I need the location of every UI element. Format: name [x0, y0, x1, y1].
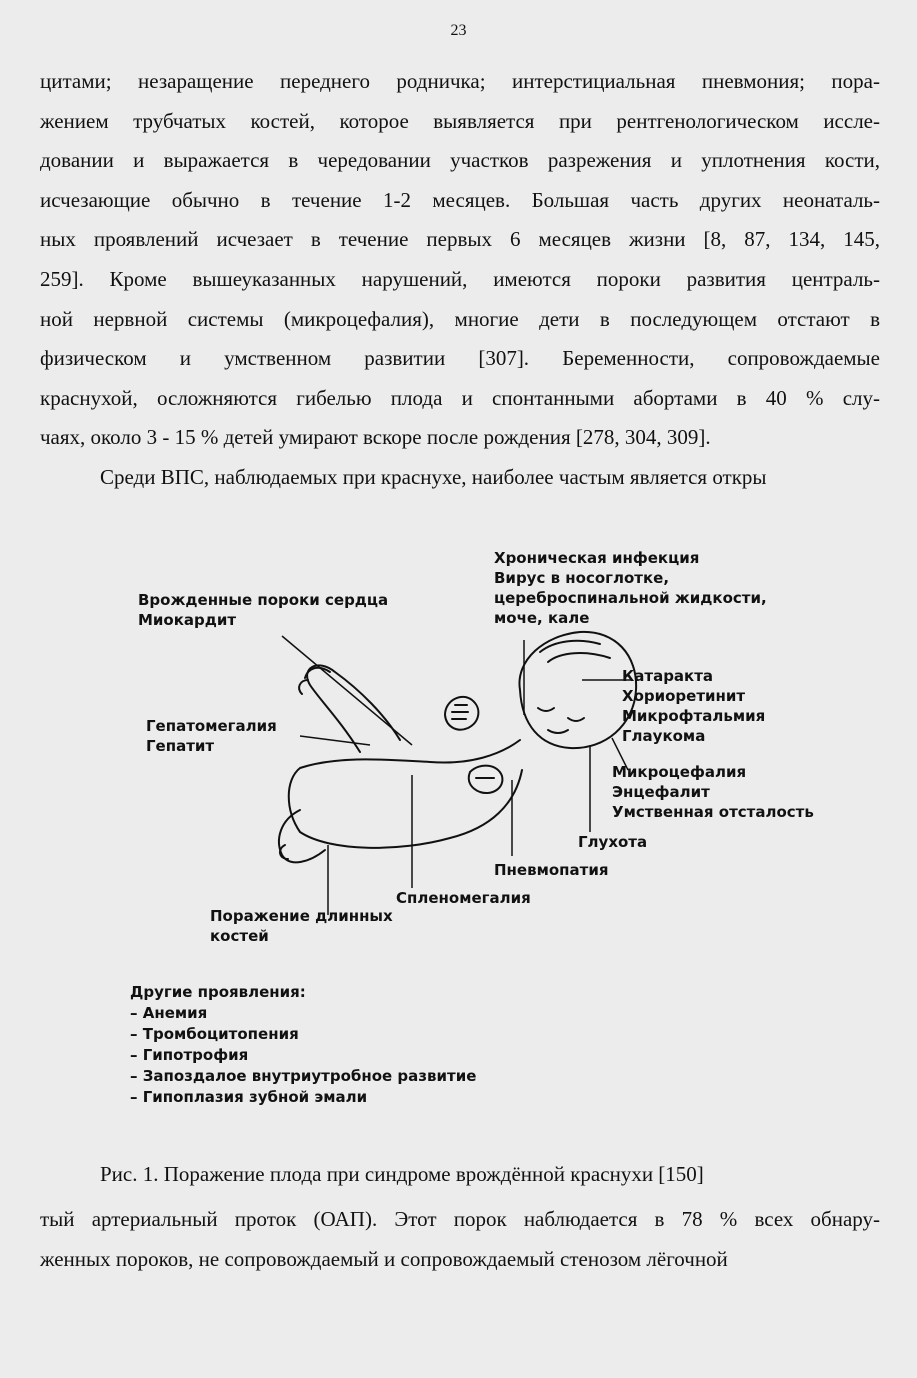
text-line: цитами; незаращение переднего родничка; интерстициальная пневмония; пора-: [40, 69, 880, 93]
text-line: 259]. Кроме вышеуказанных нарушений, имеются пороки развития централь-: [40, 266, 880, 291]
page-number: 23: [450, 22, 467, 39]
label-eyes-line: Глаукома: [622, 727, 706, 745]
text-line: физическом и умственном развитии [307]. Беременности, сопровождаемые: [40, 346, 880, 371]
label-infection-line: цереброспинальной жидкости,: [494, 589, 767, 607]
label-spleen: Спленомегалия: [396, 889, 531, 907]
label-heart-line: Врожденные пороки сердца: [138, 591, 389, 609]
text-line: тый артериальный проток (ОАП). Этот порок наблюдается в 78 % всех обнару-: [40, 1207, 880, 1231]
text-line: исчезающие обычно в течение 1-2 месяцев. Большая часть других неонаталь-: [40, 187, 880, 212]
other-item: – Гипотрофия: [130, 1046, 249, 1064]
paragraph-2-line: Среди ВПС, наблюдаемых при краснухе, наиболее частым является откры: [100, 464, 767, 489]
figure-rubella: [0, 540, 917, 1120]
text-line: женных пороков, не сопровождаемый и сопровождаемый стенозом лёгочной: [40, 1246, 728, 1271]
paragraph-1: [40, 62, 880, 498]
label-infection-line: Хроническая инфекция: [494, 549, 700, 567]
label-bones: [210, 906, 393, 946]
label-heart: [138, 590, 388, 630]
figure-caption: Рис. 1. Поражение плода при синдроме врождённой краснухи [150]: [100, 1162, 704, 1186]
label-brain-line: Умственная отсталость: [612, 803, 814, 821]
label-eyes-line: Катаракта: [622, 667, 714, 685]
label-brain-line: Микроцефалия: [612, 763, 747, 781]
other-manifestations: [130, 982, 476, 1108]
label-liver-line: Гепатомегалия: [146, 717, 277, 735]
text-line: чаях, около 3 - 15 % детей умирают вскоре после рождения [278, 304, 309].: [40, 425, 711, 450]
label-eyes: [622, 666, 765, 746]
label-infection-line: моче, кале: [494, 609, 590, 627]
label-deafness: Глухота: [578, 833, 648, 851]
label-brain-line: Энцефалит: [612, 783, 710, 801]
text-line: ной нервной системы (микроцефалия), многие дети в последующем отстают в: [40, 306, 880, 331]
label-bones-line: Поражение длинных: [210, 907, 393, 925]
label-eyes-line: Микрофтальмия: [622, 707, 766, 725]
text-line: довании и выражается в чередовании участков разрежения и уплотнения кости,: [40, 148, 880, 173]
text-line: жением трубчатых костей, которое выявляется при рентгенологическом иссле-: [40, 108, 880, 133]
label-liver-line: Гепатит: [146, 737, 215, 755]
label-heart-line: Миокардит: [138, 611, 237, 629]
text-line: краснухой, осложняются гибелью плода и спонтанными абортами в 40 % слу-: [40, 385, 880, 410]
other-item: – Тромбоцитопения: [130, 1025, 299, 1043]
other-title: Другие проявления:: [130, 983, 306, 1001]
label-eyes-line: Хориоретинит: [622, 687, 746, 705]
label-infection: [494, 548, 767, 628]
paragraph-3: [40, 1200, 880, 1279]
label-pneumo: Пневмопатия: [494, 861, 609, 879]
label-infection-line: Вирус в носоглотке,: [494, 569, 670, 587]
other-item: – Запоздалое внутриутробное развитие: [130, 1067, 477, 1085]
other-item: – Анемия: [130, 1004, 208, 1022]
label-brain: [612, 762, 814, 822]
other-item: – Гипоплазия зубной эмали: [130, 1088, 368, 1106]
label-bones-line: костей: [210, 927, 269, 945]
label-liver: [146, 716, 277, 756]
text-line: ных проявлений исчезает в течение первых 6 месяцев жизни [8, 87, 134, 145,: [40, 227, 880, 252]
